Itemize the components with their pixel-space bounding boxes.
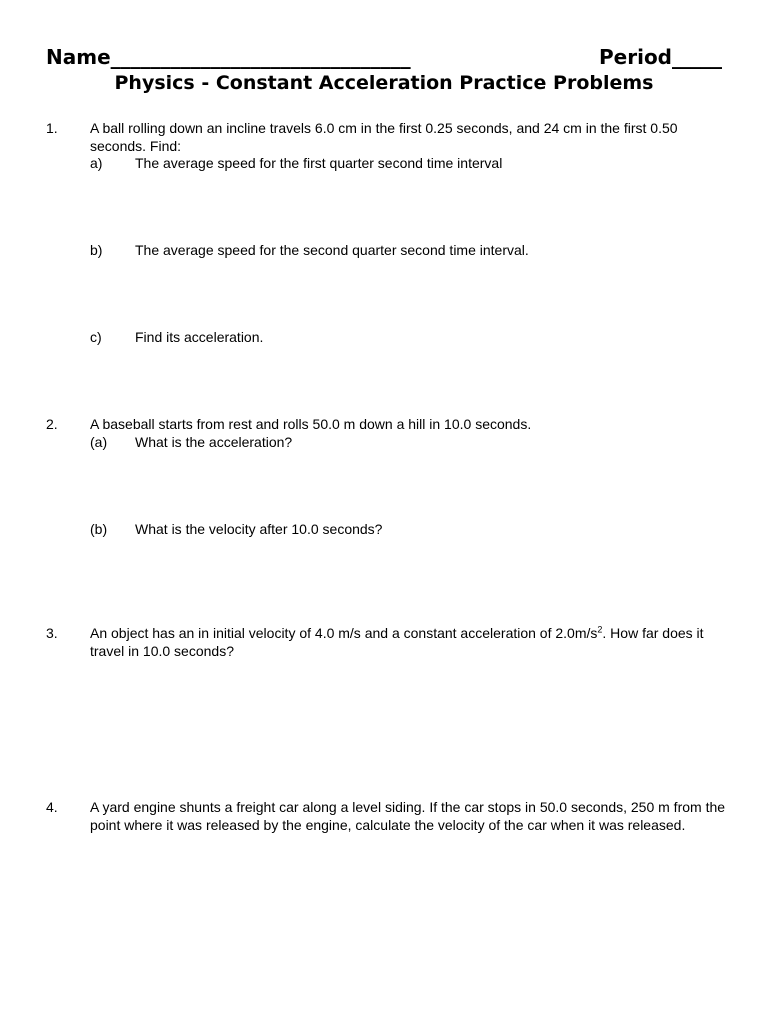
problem-text-start: An object has an in initial velocity of 4.0 m/s and a constant acceleration of 2.0m/s [90,625,598,641]
exponent: 2 [597,624,603,635]
name-field[interactable]: Name______________________________ [46,45,411,69]
part-text: The average speed for the second quarter second time interval. [135,242,529,258]
part-label: a) [90,155,103,171]
problem-text-end: . How far does it travel in 10.0 seconds? [90,625,704,659]
problem-text [90,624,726,660]
problem-number: 4. [46,799,58,815]
problem-number: 2. [46,416,58,432]
period-field[interactable]: Period_____ [599,45,722,69]
part-text: Find its acceleration. [135,329,264,345]
part-label: b) [90,242,103,258]
problem-number: 3. [46,625,58,641]
problem-text: A yard engine shunts a freight car along a level siding. If the car stops in 50.0 seconds, 250 m from the point where it was released by the engine, calculate the velocity of the car when it was released. [90,799,726,833]
problem-text: A ball rolling down an incline travels 6.0 cm in the first 0.25 seconds, and 24 cm in the first 0.50 seconds. Find: [90,120,678,154]
part-label: (a) [90,434,108,450]
header [46,44,722,70]
part-label: (b) [90,521,108,537]
part-text: What is the acceleration? [135,434,293,450]
part-text: What is the velocity after 10.0 seconds? [135,521,383,537]
part-label: c) [90,329,102,345]
problem-text: A baseball starts from rest and rolls 50.0 m down a hill in 10.0 seconds. [90,416,532,432]
problem-number: 1. [46,120,58,136]
page-title: Physics - Constant Acceleration Practice Problems [114,72,654,94]
part-text: The average speed for the first quarter second time interval [135,155,503,171]
